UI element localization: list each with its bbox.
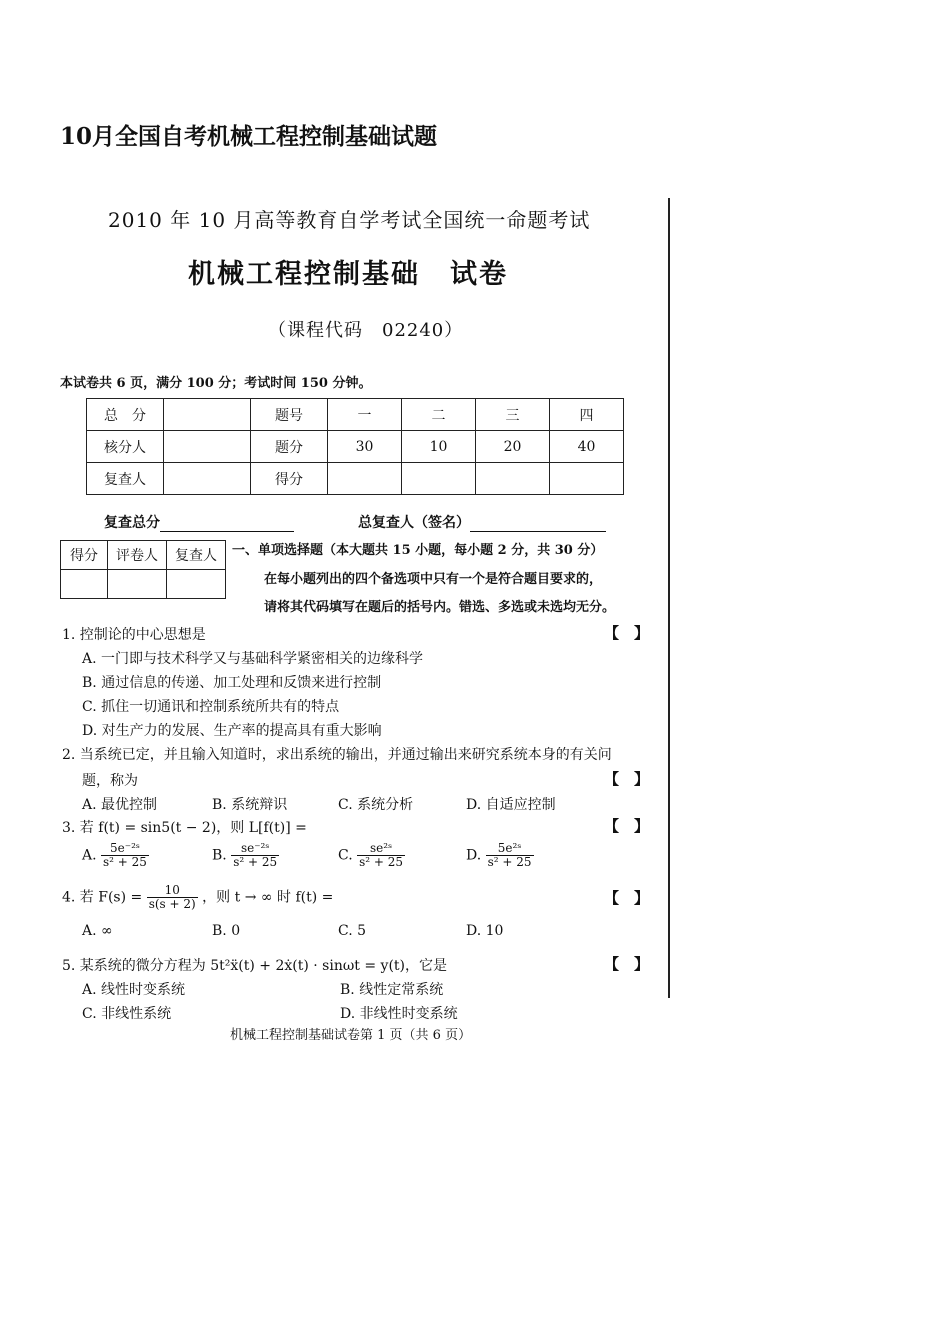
fraction [231, 842, 279, 869]
option: D. 自适应控制 [466, 797, 556, 813]
score-row-2 [87, 431, 624, 463]
fraction [147, 884, 198, 911]
option-label: A. [82, 847, 97, 864]
option [212, 842, 279, 869]
score-cell: 题分 [251, 431, 328, 463]
grader-blank-row [61, 570, 226, 599]
question-stem: 2. 当系统已定，并且输入知道时，求出系统的输出，并通过输出来研究系统本身的有关问 [62, 747, 612, 763]
score-cell [402, 463, 476, 495]
score-cell: 得分 [251, 463, 328, 495]
grader-cell: 复查人 [167, 541, 226, 570]
question-stem: 1. 控制论的中心思想是 [62, 627, 206, 643]
section-instruction: 在每小题列出的四个备选项中只有一个是符合题目要求的， [264, 572, 603, 587]
score-cell: 二 [402, 399, 476, 431]
score-cell: 三 [476, 399, 550, 431]
option: B. 线性定常系统 [340, 982, 444, 998]
numerator: se⁻²ˢ [231, 842, 279, 856]
fraction [357, 842, 405, 869]
fraction [486, 842, 534, 869]
option: D. 非线性时变系统 [340, 1006, 458, 1022]
grader-header-row [61, 541, 226, 570]
option: C. 抓住一切通讯和控制系统所共有的特点 [82, 699, 340, 715]
option: A. 一门即与技术科学又与基础科学紧密相关的边缘科学 [82, 651, 424, 667]
score-cell [164, 431, 251, 463]
numerator: 5e⁻²ˢ [101, 842, 149, 856]
option: B. 系统辩识 [212, 797, 288, 813]
grader-cell [167, 570, 226, 599]
numerator: 5e²ˢ [486, 842, 534, 856]
score-cell: 四 [550, 399, 624, 431]
question-stem: 题，称为 [82, 773, 138, 789]
option: D. 对生产力的发展、生产率的提高具有重大影响 [82, 723, 382, 739]
option: A. ∞ [82, 923, 113, 939]
score-cell: 20 [476, 431, 550, 463]
question-stem [62, 884, 333, 911]
total-checker-label: 总复查人（签名） [358, 515, 470, 531]
answer-bracket: 【 】 [604, 770, 650, 788]
document-title: 10月全国自考机械工程控制基础试题 [60, 123, 438, 150]
answer-bracket: 【 】 [604, 817, 650, 835]
score-cell [164, 463, 251, 495]
score-cell: 复查人 [87, 463, 164, 495]
score-cell: 一 [328, 399, 402, 431]
score-cell [550, 463, 624, 495]
question-stem: 3. 若 f(t) = sin5(t − 2)，则 L[f(t)] = [62, 820, 307, 836]
score-cell: 40 [550, 431, 624, 463]
total-check-label: 复查总分 [104, 515, 160, 531]
denominator: s² + 25 [233, 855, 278, 870]
stem-text: 4. 若 F(s) = [62, 889, 143, 906]
grader-table [60, 540, 226, 599]
course-title [188, 252, 508, 291]
score-cell: 题号 [251, 399, 328, 431]
answer-bracket: 【 】 [604, 624, 650, 642]
option: C. 系统分析 [338, 797, 414, 813]
section-title: 一、单项选择题（本大题共 15 小题，每小题 2 分，共 30 分） [232, 543, 604, 558]
option-label: C. [338, 847, 353, 864]
course-code: （课程代码 02240） [268, 320, 464, 341]
option: D. 10 [466, 923, 504, 939]
paper-label: 试卷 [450, 259, 508, 290]
option: C. 5 [338, 923, 367, 939]
score-table [86, 398, 624, 495]
grader-cell [108, 570, 167, 599]
score-cell: 10 [402, 431, 476, 463]
exam-info: 本试卷共 6 页，满分 100 分；考试时间 150 分钟。 [60, 376, 372, 391]
section-instruction: 请将其代码填写在题后的括号内。错选、多选或未选均无分。 [264, 600, 616, 615]
denominator: s² + 25 [487, 855, 532, 870]
exam-header-line: 2010 年 10 月高等教育自学考试全国统一命题考试 [108, 208, 591, 232]
option: C. 非线性系统 [82, 1006, 172, 1022]
option: B. 通过信息的传递、加工处理和反馈来进行控制 [82, 675, 382, 691]
score-cell: 30 [328, 431, 402, 463]
signature-line [470, 517, 606, 532]
question-stem: 5. 某系统的微分方程为 5t²ẍ(t) + 2ẋ(t) · sinωt = y(t)，它是 [62, 958, 447, 974]
answer-bracket: 【 】 [604, 889, 650, 907]
option [338, 842, 405, 869]
denominator: s² + 25 [103, 855, 147, 870]
stem-text: ，则 t → ∞ 时 f(t) = [202, 889, 334, 906]
total-check-signature [104, 512, 294, 532]
score-cell: 总 分 [87, 399, 164, 431]
total-checker-signature [358, 512, 606, 532]
denominator: s(s + 2) [148, 897, 196, 912]
grader-cell: 得分 [61, 541, 108, 570]
option [82, 842, 149, 869]
score-cell [476, 463, 550, 495]
numerator: 10 [147, 884, 198, 898]
numerator: se²ˢ [357, 842, 405, 856]
option: B. 0 [212, 923, 241, 939]
score-cell [164, 399, 251, 431]
score-cell [328, 463, 402, 495]
option-label: B. [212, 847, 227, 864]
option: A. 线性时变系统 [82, 982, 186, 998]
option-label: D. [466, 847, 482, 864]
answer-bracket: 【 】 [604, 955, 650, 973]
score-row-3 [87, 463, 624, 495]
signature-line [160, 517, 294, 532]
score-cell: 核分人 [87, 431, 164, 463]
option [466, 842, 534, 869]
grader-cell: 评卷人 [108, 541, 167, 570]
course-name: 机械工程控制基础 [188, 259, 420, 290]
scan-right-border [668, 198, 670, 998]
score-row-1 [87, 399, 624, 431]
page-footer: 机械工程控制基础试卷第 1 页（共 6 页） [230, 1028, 472, 1043]
fraction [101, 842, 149, 869]
denominator: s² + 25 [359, 855, 404, 870]
option: A. 最优控制 [82, 797, 158, 813]
grader-cell [61, 570, 108, 599]
